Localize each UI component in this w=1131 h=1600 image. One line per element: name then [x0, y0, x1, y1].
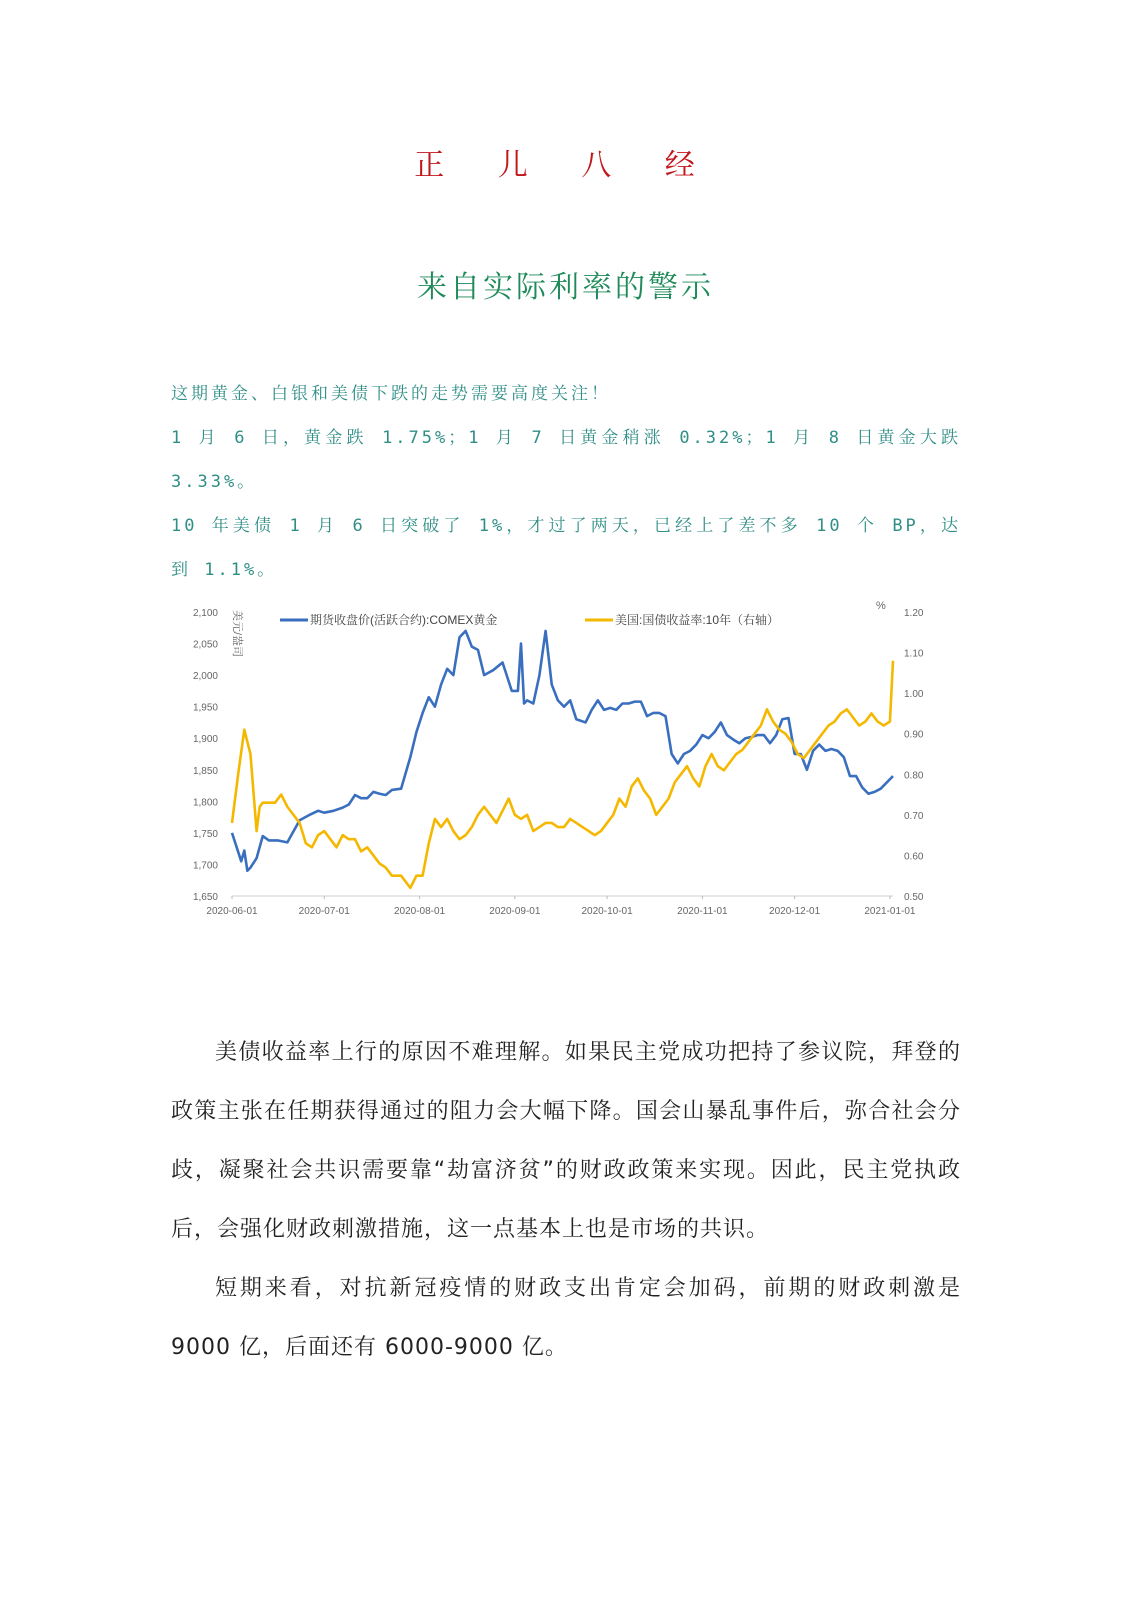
y-left-tick-label: 1,700: [192, 860, 218, 872]
page-header-title: 正 儿 八 经: [414, 148, 717, 183]
body-paragraph-2: 短期来看，对抗新冠疫情的财政支出肯定会加码，前期的财政刺激是 9000 亿，后面还有 6000-9000 亿。: [171, 1276, 961, 1360]
article-title: 来自实际利率的警示: [417, 270, 714, 305]
series-line-gold: [232, 631, 893, 871]
x-tick-label: 2020-07-01: [298, 906, 350, 917]
y-right-tick-label: 0.90: [904, 729, 924, 741]
x-tick-label: 2021-01-01: [864, 906, 916, 917]
series-line-yield: [232, 661, 893, 888]
y-left-tick-label: 1,850: [192, 765, 218, 777]
intro-line-1: 这期黄金、白银和美债下跌的走势需要高度关注！: [171, 384, 611, 404]
intro-line-2a: 1 月 6 日，黄金跌 1.75%；1 月 7 日黄金稍涨 0.32%；1 月 8 日黄金大跌: [171, 428, 961, 448]
y-right-tick-label: 0.70: [904, 810, 924, 822]
right-axis-label: %: [876, 600, 886, 612]
x-tick-label: 2020-10-01: [581, 906, 633, 917]
x-tick-label: 2020-06-01: [206, 906, 258, 917]
y-left-tick-label: 2,000: [192, 671, 218, 683]
chart-lines: [232, 631, 893, 888]
intro-line-2b: 3.33%。: [171, 472, 258, 492]
gold-yield-chart: [190, 600, 960, 945]
x-tick-label: 2020-09-01: [489, 906, 541, 917]
y-left-tick-label: 2,100: [192, 608, 218, 619]
y-right-tick-label: 1.10: [904, 648, 924, 660]
y-right-tick-label: 1.20: [904, 608, 924, 619]
y-right-tick-label: 0.80: [904, 770, 924, 782]
y-left-tick-label: 1,950: [192, 702, 218, 714]
legend-gold-label: 期货收盘价(活跃合约):COMEX黄金: [310, 613, 498, 627]
y-left-tick-label: 1,750: [192, 828, 218, 840]
x-tick-label: 2020-08-01: [393, 906, 446, 917]
chart-svg: [190, 600, 960, 945]
x-tick-label: 2020-12-01: [769, 906, 821, 917]
legend-yield-label: 美国:国债收益率:10年（右轴）: [615, 613, 780, 627]
body-paragraph-1: 美债收益率上行的原因不难理解。如果民主党成功把持了参议院，拜登的政策主张在任期获得通过的阻力会大幅下降。国会山暴乱事件后，弥合社会分歧，凝聚社会共识需要靠“劫富济贫”的财政政策来实现。因此，民主党执政后，会强化财政刺激措施，这一点基本上也是市场的共识。: [171, 1040, 961, 1242]
intro-line-3b: 到 1.1%。: [171, 560, 278, 580]
y-right-tick-label: 0.60: [904, 851, 924, 863]
y-right-tick-label: 0.50: [904, 892, 924, 903]
body-text: [171, 1023, 961, 1377]
y-left-tick-label: 2,050: [192, 639, 218, 651]
y-left-tick-label: 1,900: [192, 734, 218, 746]
chart-legend: [280, 612, 779, 627]
x-tick-label: 2020-11-01: [677, 906, 728, 917]
y-left-tick-label: 1,650: [192, 892, 218, 903]
intro-line-3a: 10 年美债 1 月 6 日突破了 1%，才过了两天，已经上了差不多 10 个 BP，达: [171, 516, 961, 536]
left-axis-label: 美元/盎司: [231, 610, 243, 658]
chart-axes: [193, 608, 924, 917]
y-right-tick-label: 1.00: [904, 689, 924, 701]
y-left-tick-label: 1,800: [192, 797, 218, 809]
intro-block: [171, 372, 961, 592]
